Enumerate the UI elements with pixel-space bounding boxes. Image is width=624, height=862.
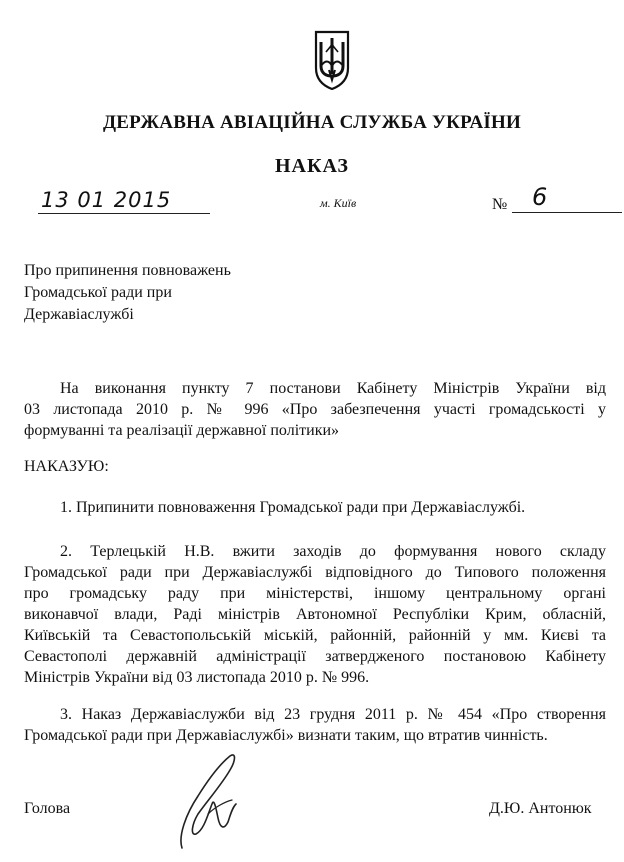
order-item-2 xyxy=(24,541,606,688)
number-sign: № xyxy=(492,196,508,213)
handwritten-signature-icon xyxy=(168,744,278,854)
subject-line: Про припинення повноважень xyxy=(24,262,231,279)
order-date: 13 01 2015 xyxy=(38,188,210,214)
paragraph-line: Київській та Севастопольській міській, районній, районній у мм. Києві та xyxy=(24,627,606,644)
order-item-1: 1. Припинити повноваження Громадської ради при Державіаслужбі. xyxy=(60,499,526,516)
paragraph-line: Громадської ради при Державіаслужбі» визнати таким, що втратив чинність. xyxy=(24,727,548,744)
order-number: 6 xyxy=(532,183,548,211)
signatory-name: Д.Ю. Антонюк xyxy=(489,800,592,817)
document-type: НАКАЗ xyxy=(274,155,349,177)
ukraine-trident-emblem-icon xyxy=(313,30,351,90)
subject-line: Громадської ради при xyxy=(24,284,172,301)
signatory-title: Голова xyxy=(24,800,71,817)
preamble-paragraph xyxy=(24,378,606,441)
number-underline xyxy=(512,188,622,213)
paragraph-line: Громадської ради при Державіаслужбі відповідного до Типового положення xyxy=(24,564,606,581)
paragraph-line: формуванні та реалізації державної політики» xyxy=(24,422,340,439)
paragraph-line: про громадську раду при міністерстві, іншому центральному органі xyxy=(24,585,606,602)
order-city: м. Київ xyxy=(320,196,357,210)
paragraph-line: 03 листопада 2010 р. № 996 «Про забезпечення участі громадськості у xyxy=(24,401,606,418)
paragraph-line: Міністрів України від 03 листопада 2010 р. № 996. xyxy=(24,669,370,686)
paragraph-line: виконавчої влади, Раді міністрів Автономної Республіки Крим, обласній, xyxy=(24,606,606,623)
paragraph-line: 2. Терлецькій Н.В. вжити заходів до формування нового складу xyxy=(60,543,606,560)
nakazuyu-heading: НАКАЗУЮ: xyxy=(24,458,109,475)
order-subject xyxy=(24,260,324,326)
paragraph-line: Севастополі державній адміністрації затвердженого постановою Кабінету xyxy=(24,648,606,665)
subject-line: Держaвіаслужбі xyxy=(24,306,134,323)
paragraph-line: 3. Наказ Державіаслужби від 23 грудня 2011 р. № 454 «Про створення xyxy=(60,706,606,723)
organization-name: ДЕРЖАВНА АВІАЦІЙНА СЛУЖБА УКРАЇНИ xyxy=(103,112,521,133)
paragraph-line: На виконання пункту 7 постанови Кабінету Міністрів України від xyxy=(60,380,606,397)
order-item-3 xyxy=(24,704,606,746)
